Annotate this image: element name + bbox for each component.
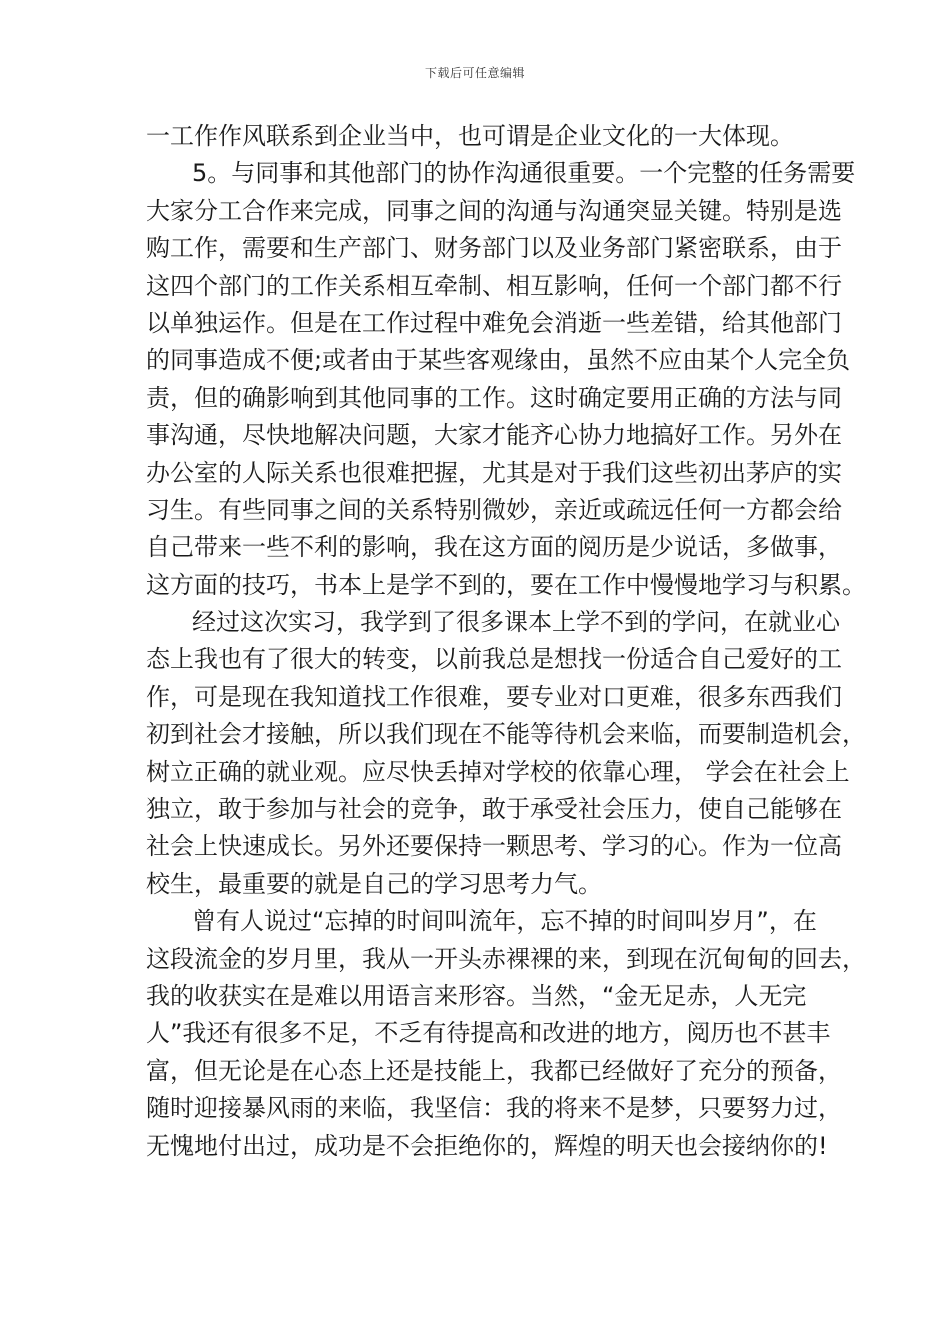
text-line: 自己带来一些不利的影响，我在这方面的阅历是少说话，多做事， (146, 533, 842, 562)
text-line: 独立，敢于参加与社会的竞争，敢于承受社会压力，使自己能够在 (146, 795, 842, 824)
text-line: 无愧地付出过，成功是不会拒绝你的，辉煌的明天也会接纳你的! (146, 1131, 828, 1160)
text-line: 责，但的确影响到其他同事的工作。这时确定要用正确的方法与同 (146, 383, 842, 412)
text-line: 初到社会才接触，所以我们现在不能等待机会来临，而要制造机会， (146, 720, 866, 749)
text-line: 以单独运作。但是在工作过程中难免会消逝一些差错，给其他部门 (146, 308, 842, 337)
text-line: 购工作，需要和生产部门、财务部门以及业务部门紧密联系，由于 (146, 234, 842, 263)
text-line: 大家分工合作来完成，同事之间的沟通与沟通突显关键。特别是选 (146, 196, 842, 225)
text-line: 曾有人说过“忘掉的时间叫流年，忘不掉的时间叫岁月”，在 (192, 907, 817, 936)
page-header: 下载后可任意编辑 (424, 66, 525, 80)
text-line: 经过这次实习，我学到了很多课本上学不到的学问，在就业心 (192, 608, 840, 637)
text-line: 这四个部门的工作关系相互牵制、相互影响，任何一个部门都不行 (146, 271, 842, 300)
text-line: 我的收获实在是难以用语言来形容。当然，“金无足赤，人无完 (146, 981, 807, 1010)
text-line: 作，可是现在我知道找工作很难，要专业对口更难，很多东西我们 (146, 682, 842, 711)
text-line: 5。与同事和其他部门的协作沟通很重要。一个完整的任务需要 (192, 159, 856, 188)
text-line: 办公室的人际关系也很难把握，尤其是对于我们这些初出茅庐的实 (146, 458, 842, 487)
text-line: 富，但无论是在心态上还是技能上，我都已经做好了充分的预备， (146, 1056, 842, 1085)
text-line: 习生。有些同事之间的关系特别微妙，亲近或疏远任何一方都会给 (146, 495, 842, 524)
text-line: 这方面的技巧，书本上是学不到的，要在工作中慢慢地学习与积累。 (146, 570, 866, 599)
text-line: 态上我也有了很大的转变，以前我总是想找一份适合自己爱好的工 (146, 645, 842, 674)
text-line: 树立正确的就业观。应尽快丢掉对学校的依靠心理， 学会在社会上 (146, 757, 850, 786)
text-line: 人”我还有很多不足，不乏有待提高和改进的地方，阅历也不甚丰 (146, 1019, 831, 1048)
text-line: 一工作作风联系到企业当中，也可谓是企业文化的一大体现。 (146, 122, 794, 150)
text-line: 这段流金的岁月里，我从一开头赤裸裸的来，到现在沉甸甸的回去， (146, 944, 866, 973)
text-line: 的同事造成不便;或者由于某些客观缘由，虽然不应由某个人完全负 (146, 346, 851, 375)
text-line: 校生，最重要的就是自己的学习思考力气。 (146, 869, 602, 898)
text-line: 事沟通，尽快地解决问题，大家才能齐心协力地搞好工作。另外在 (146, 421, 842, 450)
text-line: 社会上快速成长。另外还要保持一颗思考、学习的心。作为一位高 (146, 832, 842, 861)
text-line: 随时迎接暴风雨的来临，我坚信：我的将来不是梦，只要努力过， (146, 1094, 842, 1123)
body-text (146, 118, 866, 1165)
